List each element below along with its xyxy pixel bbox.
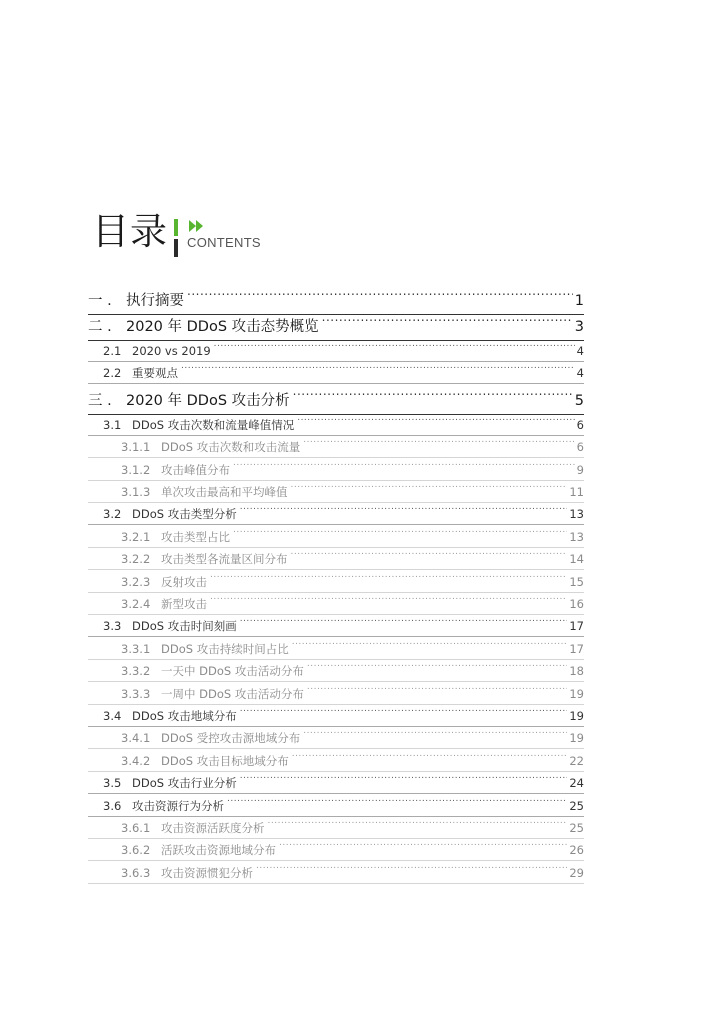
toc-entry-title: DDoS 攻击类型分析: [132, 507, 237, 522]
toc-dot-leader: [292, 753, 568, 765]
toc-entry-page-number: 19: [569, 686, 584, 701]
toc-entry-page-number: 11: [569, 485, 584, 499]
toc-dot-leader: [256, 865, 567, 877]
toc-entry-title: 执行摘要: [126, 293, 184, 309]
toc-entry-number: 3.2.1: [121, 529, 151, 544]
toc-entry-title: 攻击资源惯犯分析: [161, 865, 253, 880]
toc-entry-level-3[interactable]: [88, 841, 584, 861]
toc-dot-leader: [303, 440, 574, 452]
toc-dot-leader: [214, 344, 575, 356]
toc-entry-level-3[interactable]: [88, 752, 584, 772]
toc-dot-leader: [291, 552, 568, 564]
toc-entry-level-2[interactable]: [88, 364, 584, 384]
toc-entry-page-number: 25: [569, 821, 584, 835]
toc-entry-title: 反射攻击: [161, 574, 207, 589]
toc-entry-level-3[interactable]: [88, 550, 584, 570]
toc-entry-number: 2.1: [103, 344, 122, 358]
toc-entry-title: 一周中 DDoS 攻击活动分布: [161, 686, 304, 701]
toc-entry-number: 3.4.1: [121, 731, 151, 746]
toc-entry-level-3[interactable]: [88, 573, 584, 593]
toc-entry-level-3[interactable]: [88, 662, 584, 682]
toc-entry-level-2[interactable]: [88, 707, 584, 727]
toc-entry-level-2[interactable]: [88, 774, 584, 794]
toc-entry-title: 攻击峰值分布: [161, 462, 230, 477]
toc-entry-number: 3.2.2: [121, 552, 151, 567]
toc-entry-level-3[interactable]: [88, 483, 584, 503]
toc-entry-page-number: 14: [569, 552, 584, 567]
toc-entry-number: 3.2: [103, 507, 122, 522]
toc-dot-leader: [233, 529, 567, 541]
toc-entry-page-number: 6: [576, 417, 584, 432]
toc-dot-leader: [210, 574, 567, 586]
toc-title: 目录: [92, 210, 168, 253]
toc-entry-page-number: 24: [569, 776, 584, 791]
toc-dot-leader: [181, 366, 575, 378]
toc-dot-leader: [240, 709, 568, 721]
toc-entry-page-number: 9: [576, 462, 584, 477]
toc-entry-page-number: 26: [569, 843, 584, 858]
toc-entry-title: 攻击类型占比: [161, 529, 230, 544]
heading-divider-bar: [174, 219, 178, 257]
toc-dot-leader: [279, 843, 567, 855]
toc-entry-level-2[interactable]: [88, 505, 584, 525]
toc-entry-title: 重要观点: [132, 366, 178, 381]
toc-dot-leader: [210, 597, 567, 609]
toc-entry-number: 一 .: [88, 293, 112, 309]
toc-entry-number: 3.4: [103, 709, 122, 723]
toc-dot-leader: [227, 798, 567, 810]
toc-entry-level-2[interactable]: [88, 617, 584, 637]
toc-heading: [92, 208, 332, 258]
toc-entry-page-number: 6: [576, 440, 584, 455]
toc-entry-number: 3.5: [103, 776, 122, 791]
toc-entry-level-3[interactable]: [88, 528, 584, 548]
toc-entry-page-number: 4: [576, 366, 584, 381]
toc-entry-level-3[interactable]: [88, 685, 584, 705]
toc-entry-number: 3.4.2: [121, 753, 151, 768]
toc-entry-number: 二 .: [88, 319, 112, 335]
divider-dark-segment: [174, 239, 178, 257]
toc-entry-level-2[interactable]: [88, 416, 584, 436]
toc-entry-level-3[interactable]: [88, 595, 584, 615]
toc-entry-page-number: 19: [569, 709, 584, 723]
toc-entry-page-number: 18: [569, 664, 584, 679]
toc-entry-number: 3.3.1: [121, 641, 151, 656]
toc-entry-number: 三 .: [88, 392, 112, 409]
toc-entry-number: 3.1.2: [121, 462, 151, 477]
toc-entry-page-number: 5: [574, 392, 584, 409]
divider-green-segment: [174, 219, 178, 236]
toc-entry-level-3[interactable]: [88, 438, 584, 458]
toc-entry-title: DDoS 攻击次数和流量峰值情况: [132, 417, 295, 432]
toc-entry-level-1[interactable]: [88, 390, 584, 415]
toc-entry-number: 3.1.1: [121, 440, 151, 455]
toc-entry-page-number: 15: [569, 574, 584, 589]
toc-entry-number: 3.3.3: [121, 686, 151, 701]
toc-dot-leader: [268, 821, 568, 833]
toc-entry-title: 单次攻击最高和平均峰值: [161, 485, 288, 499]
toc-dot-leader: [293, 390, 573, 405]
toc-entry-title: 攻击类型各流量区间分布: [161, 552, 288, 567]
toc-dot-leader: [307, 686, 568, 698]
toc-entry-title: 新型攻击: [161, 597, 207, 611]
toc-entry-level-3[interactable]: [88, 461, 584, 481]
toc-entry-number: 3.6.2: [121, 843, 151, 858]
toc-entry-page-number: 13: [569, 529, 584, 544]
toc-entry-title: 2020 年 DDoS 攻击态势概览: [126, 319, 319, 335]
toc-dot-leader: [297, 417, 574, 429]
contents-subtitle: CONTENTS: [187, 235, 261, 250]
toc-entry-number: 3.2.4: [121, 597, 151, 611]
toc-entry-page-number: 3: [574, 319, 584, 335]
toc-dot-leader: [240, 619, 568, 631]
toc-entry-title: DDoS 攻击地域分布: [132, 709, 237, 723]
toc-entry-page-number: 4: [576, 344, 584, 358]
toc-dot-leader: [303, 731, 567, 743]
toc-entry-page-number: 22: [569, 753, 584, 768]
toc-entry-level-1[interactable]: [88, 316, 584, 341]
toc-dot-leader: [233, 462, 575, 474]
double-chevron-right-icon: [189, 219, 205, 233]
toc-entry-title: DDoS 攻击目标地域分布: [161, 753, 289, 768]
toc-entry-page-number: 16: [569, 597, 584, 611]
toc-entry-number: 3.2.3: [121, 574, 151, 589]
toc-entry-page-number: 13: [569, 507, 584, 522]
toc-entry-title: 攻击资源行为分析: [132, 798, 224, 813]
toc-entry-number: 3.1.3: [121, 485, 151, 499]
toc-entry-title: 一天中 DDoS 攻击活动分布: [161, 664, 304, 679]
toc-entry-level-2[interactable]: [88, 342, 584, 362]
toc-entry-level-3[interactable]: [88, 864, 584, 884]
toc-entry-number: 3.6.3: [121, 865, 151, 880]
toc-dot-leader: [240, 507, 568, 519]
toc-entry-page-number: 25: [569, 798, 584, 813]
toc-entry-title: DDoS 攻击时间刻画: [132, 619, 237, 634]
toc-entry-number: 3.6.1: [121, 821, 151, 835]
toc-entry-level-3[interactable]: [88, 729, 584, 749]
toc-entry-number: 3.6: [103, 798, 122, 813]
toc-entry-title: DDoS 受控攻击源地域分布: [161, 731, 301, 746]
toc-entry-number: 2.2: [103, 366, 122, 381]
toc-entry-title: 2020 年 DDoS 攻击分析: [126, 392, 290, 409]
toc-dot-leader: [322, 317, 573, 332]
toc-entry-number: 3.1: [103, 417, 122, 432]
toc-entry-number: 3.3.2: [121, 664, 151, 679]
toc-entry-page-number: 17: [569, 641, 584, 656]
toc-entry-level-2[interactable]: [88, 797, 584, 817]
toc-entry-level-3[interactable]: [88, 819, 584, 839]
toc-dot-leader: [240, 776, 568, 788]
toc-dot-leader: [307, 664, 568, 676]
toc-entry-title: DDoS 攻击次数和攻击流量: [161, 440, 301, 455]
toc-entry-number: 3.3: [103, 619, 122, 634]
toc-entry-page-number: 17: [569, 619, 584, 634]
toc-entry-level-3[interactable]: [88, 640, 584, 660]
toc-entry-page-number: 29: [569, 865, 584, 880]
toc-entry-page-number: 19: [569, 731, 584, 746]
toc-entry-level-1[interactable]: [88, 290, 584, 315]
toc-entry-title: DDoS 攻击持续时间占比: [161, 641, 289, 656]
toc-entry-title: 攻击资源活跃度分析: [161, 821, 265, 835]
toc-entry-title: 2020 vs 2019: [132, 344, 211, 358]
toc-dot-leader: [292, 641, 568, 653]
toc-entry-title: 活跃攻击资源地域分布: [161, 843, 276, 858]
toc-dot-leader: [187, 291, 573, 306]
toc-entry-page-number: 1: [574, 293, 584, 309]
toc-dot-leader: [291, 485, 568, 497]
toc-entry-title: DDoS 攻击行业分析: [132, 776, 237, 791]
